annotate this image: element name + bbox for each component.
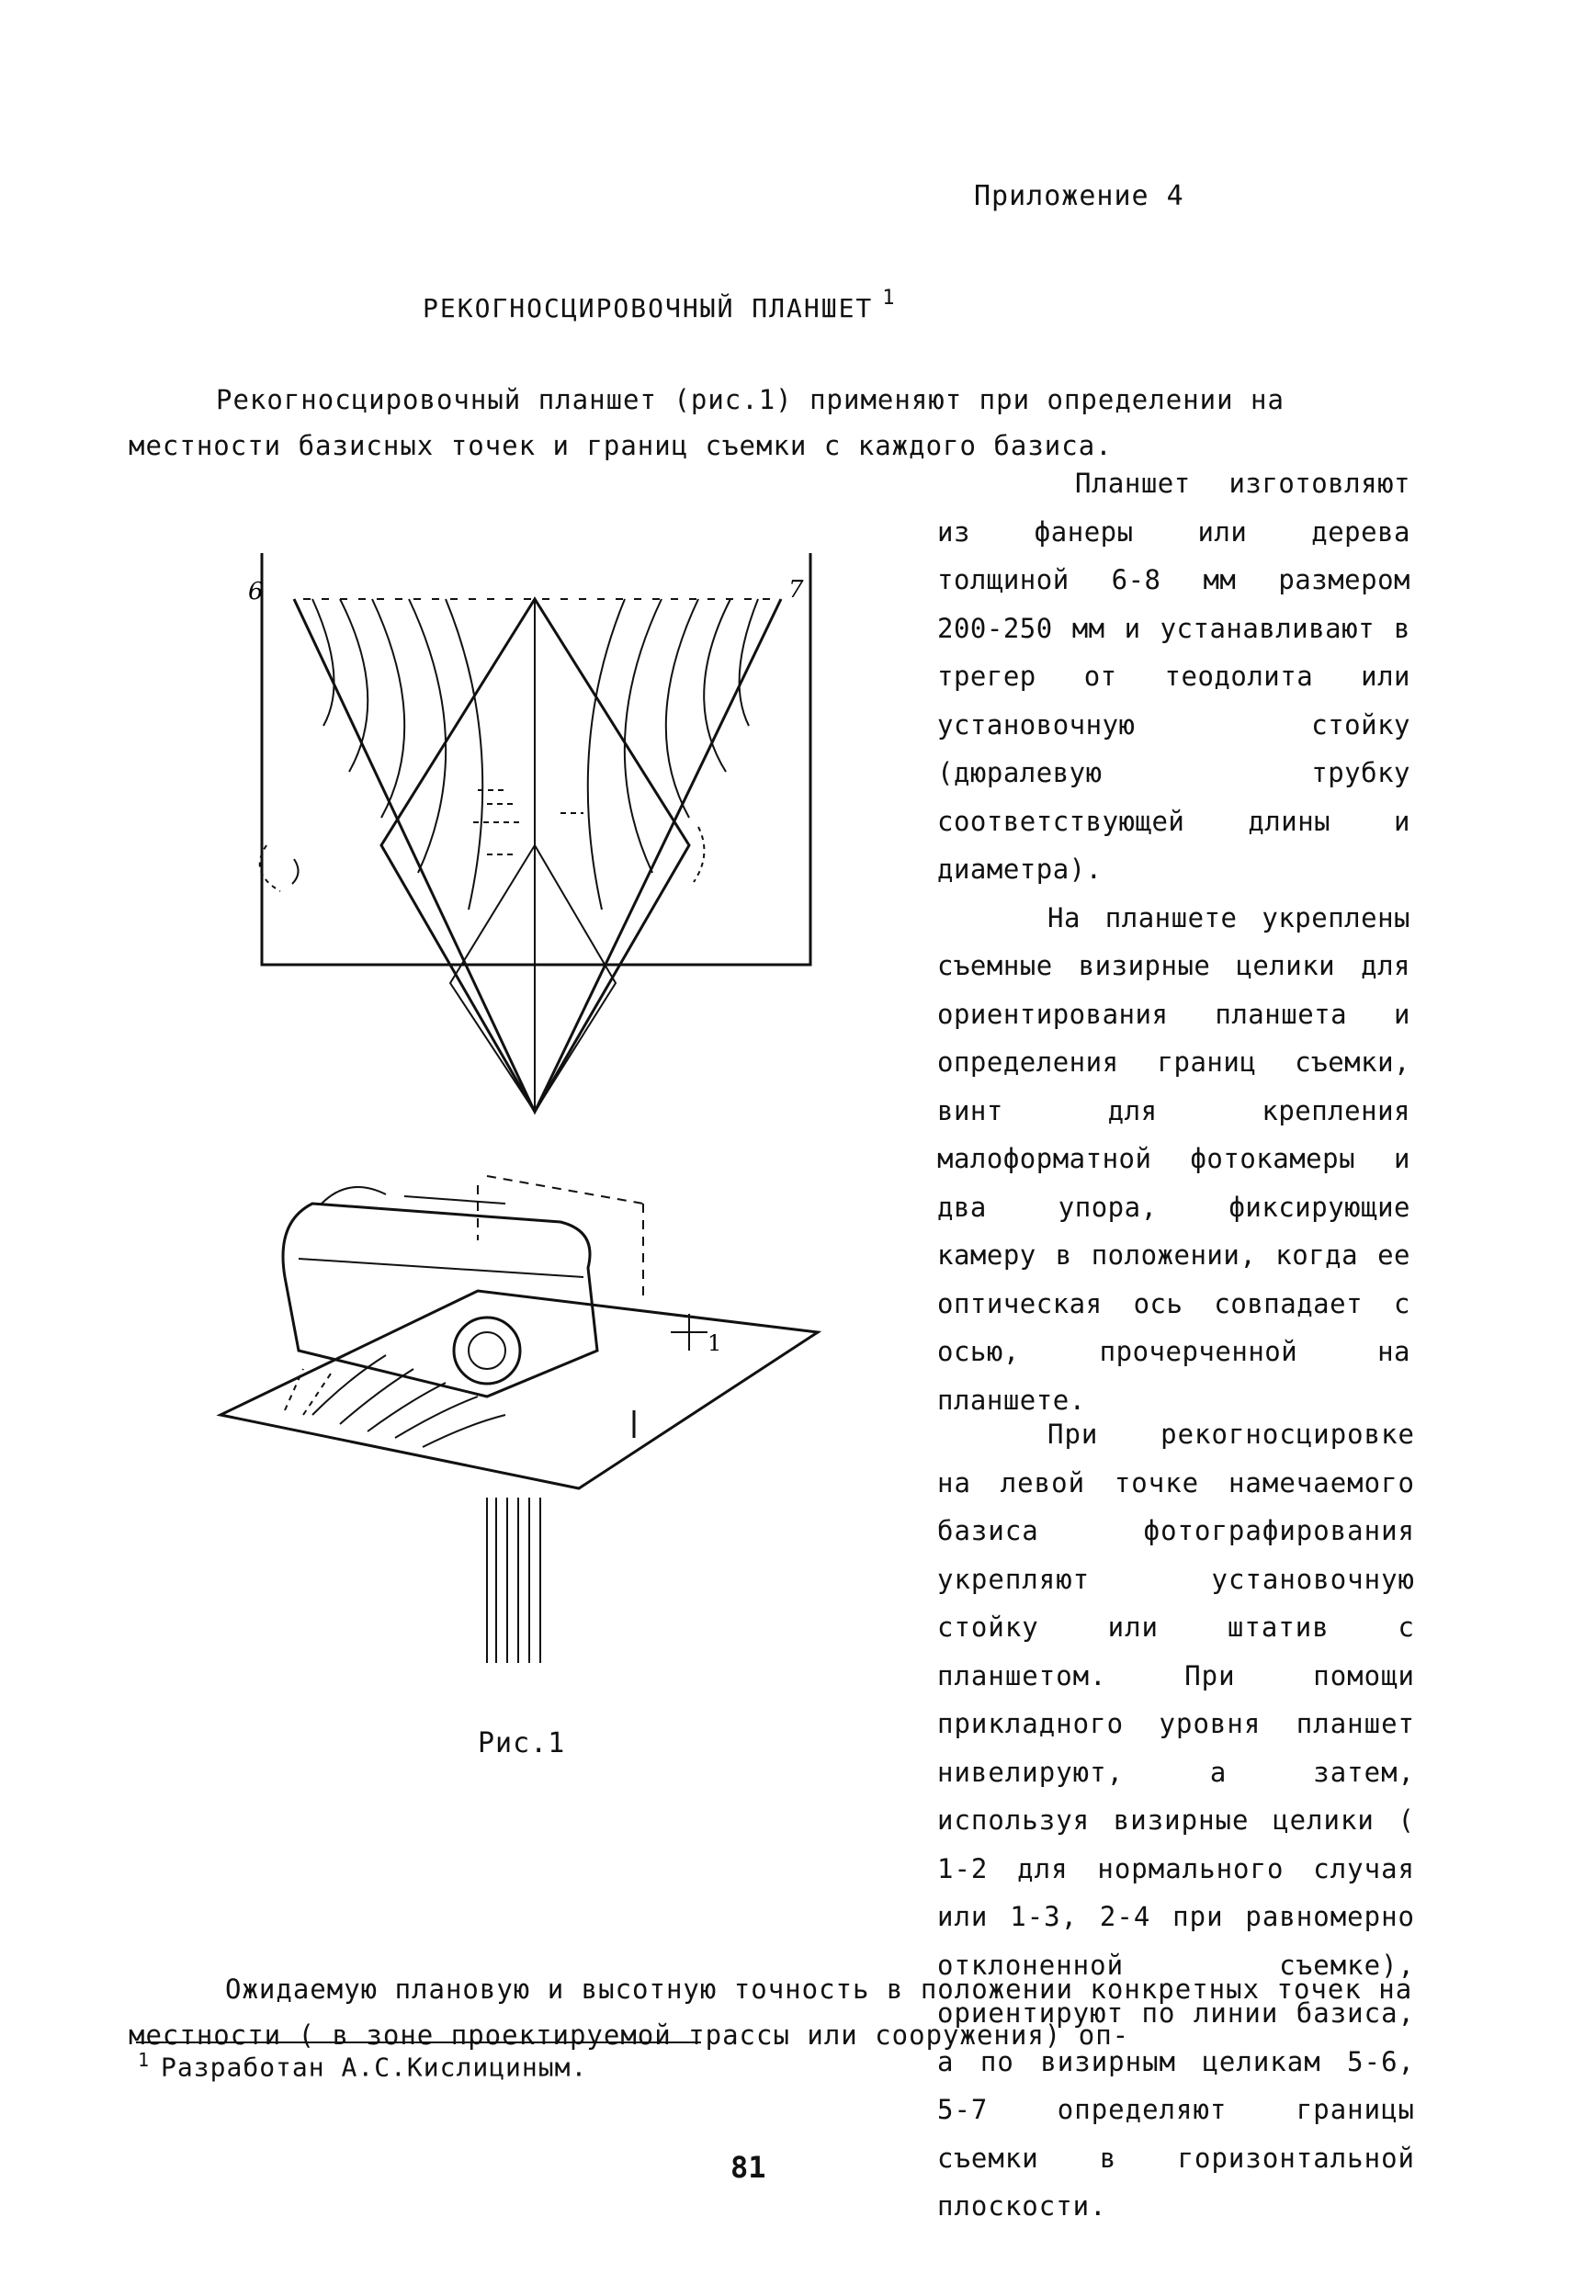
title-text: РЕКОГНОСЦИРОВОЧНЫЙ ПЛАНШЕТ: [423, 293, 874, 323]
paragraph-sights: На планшете укреплены съемные визирные целики для ориентирования планшета и определения границ съемки, винт для крепления малоформатной фотокамеры и два упора, фиксирующие камеру в положении, когда ее оптическая ось совпадает с осью, прочерченной на планшете.: [937, 901, 1410, 1416]
footnote-text: Разработан А.С.Кислициным.: [161, 2052, 588, 2083]
page-number: 81: [730, 2150, 766, 2185]
camera-lens: [454, 1318, 520, 1384]
closing-text: [129, 1966, 1415, 2058]
footnote-mark: 1: [138, 2049, 151, 2071]
figure-caption: Рис.1: [478, 1727, 566, 1759]
footnote: [138, 2049, 587, 2082]
paragraph-procedure: При рекогносцировке на левой точке намечаемого базиса фотографирования укрепляют установочную стойку или штатив с планшетом. При помощи прикладного уровня планшет нивелируют, а затем, используя визирные целики ( 1-2 для нормального случая или 1-3, 2-4 при равномерно отклоненной съемке), ориентируют по линии базиса, а по визирным целикам 5-6, 5-7 определяют границы съемки в горизонтальной плоскости.: [937, 1419, 1415, 2222]
title-footnote-mark: 1: [882, 287, 897, 310]
planchet-drawing: [211, 542, 855, 1700]
figure-1: [211, 542, 855, 1700]
side-column-text: [937, 459, 1410, 1424]
appendix-label: Приложение 4: [974, 180, 1184, 212]
footnote-rule: [136, 2042, 701, 2043]
sight-label-6: 6: [248, 578, 264, 605]
paragraph-construction: Планшет изготовляют из фанеры или дерева толщиной 6-8 мм размером 200-250 мм и устанавливают в трегер от теодолита или установочную стойку (дюралевую трубку соответствующей длины и диаметра).: [937, 468, 1410, 885]
document-title: [423, 287, 897, 323]
paragraph-accuracy: Ожидаемую плановую и высотную точность в положении конкретных точек на местности ( в зоне проектируемой трассы или сооружения) оп-: [129, 1974, 1413, 2051]
axis-label-1: 1: [707, 1330, 722, 1356]
mounting-plate: [221, 1291, 818, 1488]
planchet-frame: [262, 553, 810, 965]
support-rod: [487, 1498, 540, 1663]
sight-label-7: 7: [788, 576, 804, 604]
outer-boundary-lines: [294, 599, 781, 1112]
lead-paragraph: Рекогносцировочный планшет (рис.1) применяют при определении на местности базисных точек и границ съемки с каждого базиса.: [129, 384, 1285, 461]
